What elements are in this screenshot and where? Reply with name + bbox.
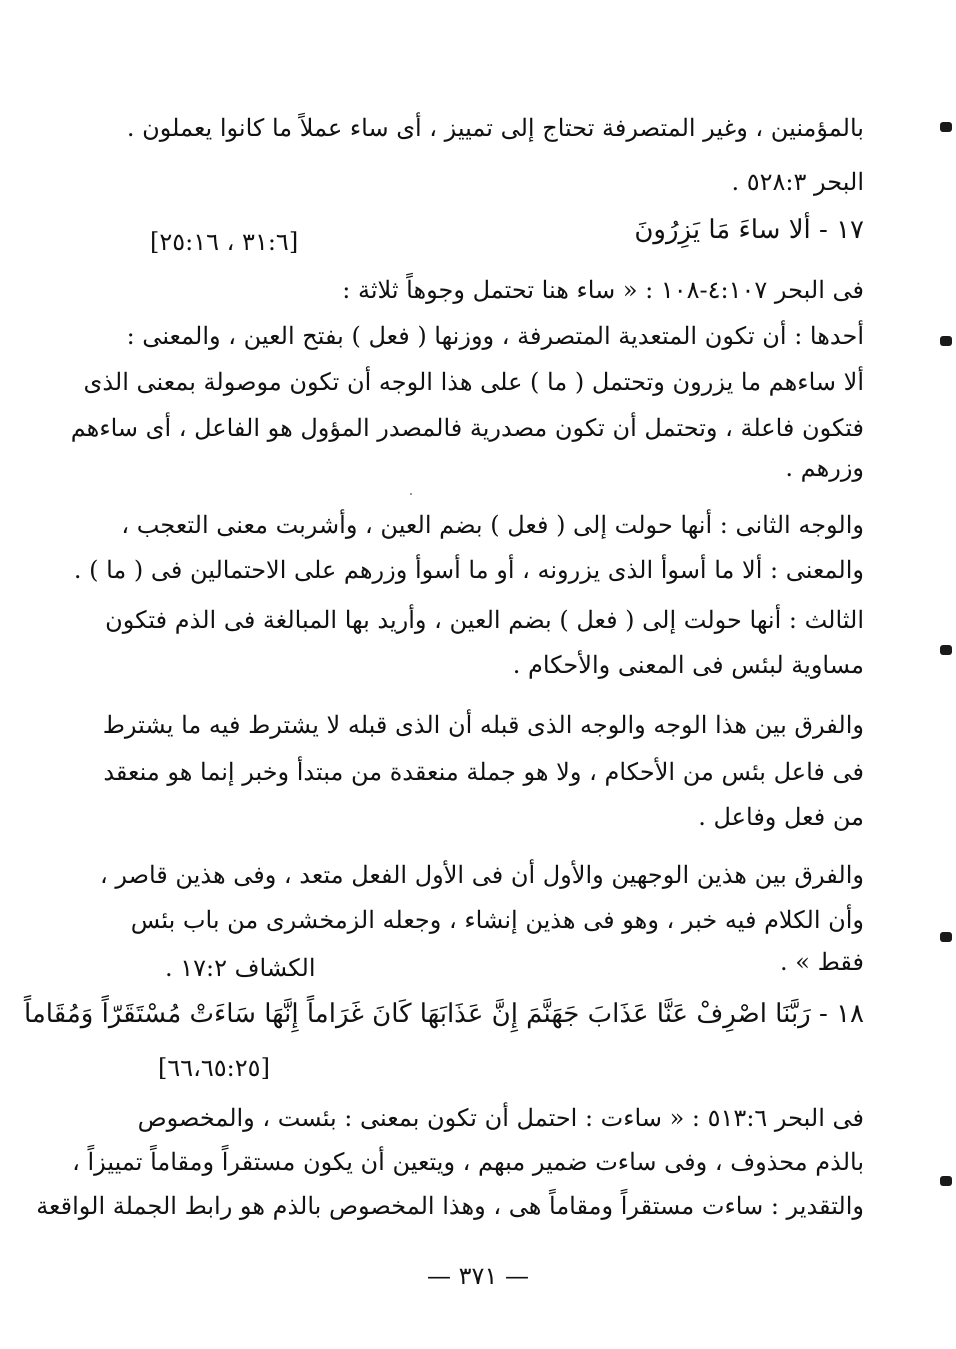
margin-ink-mark xyxy=(940,336,952,346)
text-line-5: فى البحر ٤:١٠٧-١٠٨ : « ساء هنا تحتمل وجوهاً ثلاثة : xyxy=(342,276,864,304)
verse-18: ١٨ - رَبَّنَا اصْرِفْ عَنَّا عَذَابَ جَهَنَّمَ إِنَّ عَذَابَهَا كَانَ غَرَاماً إِنَّهَا سَاءَتْ مُسْتَقَرّاً وَمُقَاماً xyxy=(23,999,864,1029)
text-line-14: والفرق بين هذا الوجه والوجه الذى قبله أن الذى قبله لا يشترط فيه ما يشترط xyxy=(102,711,864,739)
margin-ink-mark xyxy=(940,1176,952,1186)
margin-ink-mark xyxy=(940,932,952,942)
text-line-8: فتكون فاعلة ، وتحتمل أن تكون مصدرية فالمصدر المؤول هو الفاعل ، أى ساءهم xyxy=(70,414,864,442)
source-reference-kashshaf: الكشاف ١٧:٢ . xyxy=(165,954,316,982)
text-line-6: أحدها : أن تكون المتعدية المتصرفة ، ووزنها ( فعل ) بفتح العين ، والمعنى : xyxy=(126,322,864,350)
text-line-18: وأن الكلام فيه خبر ، وهو فى هذين إنشاء ، وجعله الزمخشرى من باب بئس xyxy=(130,906,864,934)
page-number: — ٣٧١ — xyxy=(427,1262,529,1290)
text-line-12: الثالث : أنها حولت إلى ( فعل ) بضم العين ، وأريد بها المبالغة فى الذم فتكون xyxy=(105,606,864,634)
text-line-16: من فعل وفاعل . xyxy=(698,803,864,831)
text-line-1: بالمؤمنين ، وغير المتصرفة تحتاج إلى تمييز ، أى ساء عملاً ما كانوا يعملون . xyxy=(126,114,864,142)
verse-17-citation: [٣١:٦ ، ٢٥:١٦] xyxy=(150,228,299,256)
verse-17: ١٧ - ألا ساءَ مَا يَزِرُونَ xyxy=(634,215,864,245)
text-line-9: وزرهم . xyxy=(785,454,864,482)
margin-ink-mark xyxy=(940,645,952,655)
text-line-24: بالذم محذوف ، وفى ساءت ضمير مبهم ، ويتعين أن يكون مستقراً ومقاماً تمييزاً ، xyxy=(72,1148,864,1176)
paper-speck xyxy=(410,493,412,495)
text-line-10: والوجه الثانى : أنها حولت إلى ( فعل ) بضم العين ، وأشربت معنى التعجب ، xyxy=(121,511,864,539)
margin-ink-mark xyxy=(940,122,952,132)
text-line-19: فقط » . xyxy=(780,948,864,976)
verse-18-citation: [٦٦،٦٥:٢٥] xyxy=(158,1054,270,1082)
text-line-17: والفرق بين هذين الوجهين والأول أن فى الأول الفعل متعد ، وفى هذين قاصر ، xyxy=(99,861,864,889)
source-reference: البحر ٥٢٨:٣ . xyxy=(731,168,864,196)
text-line-25: والتقدير : ساءت مستقراً ومقاماً هى ، وهذا المخصوص بالذم هو رابط الجملة الواقعة xyxy=(36,1192,864,1220)
text-line-11: والمعنى : ألا ما أسوأ الذى يزرونه ، أو ما أسوأ وزرهم على الاحتمالين فى ( ما ) . xyxy=(73,556,864,584)
text-line-7: ألا ساءهم ما يزرون وتحتمل ( ما ) على هذا الوجه أن تكون موصولة بمعنى الذى xyxy=(83,368,864,396)
text-line-15: فى فاعل بئس من الأحكام ، ولا هو جملة منعقدة من مبتدأ وخبر إنما هو منعقد xyxy=(103,758,864,786)
text-line-23: فى البحر ٥١٣:٦ : « ساءت : احتمل أن تكون بمعنى : بئست ، والمخصوص xyxy=(137,1104,864,1132)
text-line-13: مساوية لبئس فى المعنى والأحكام . xyxy=(512,651,864,679)
